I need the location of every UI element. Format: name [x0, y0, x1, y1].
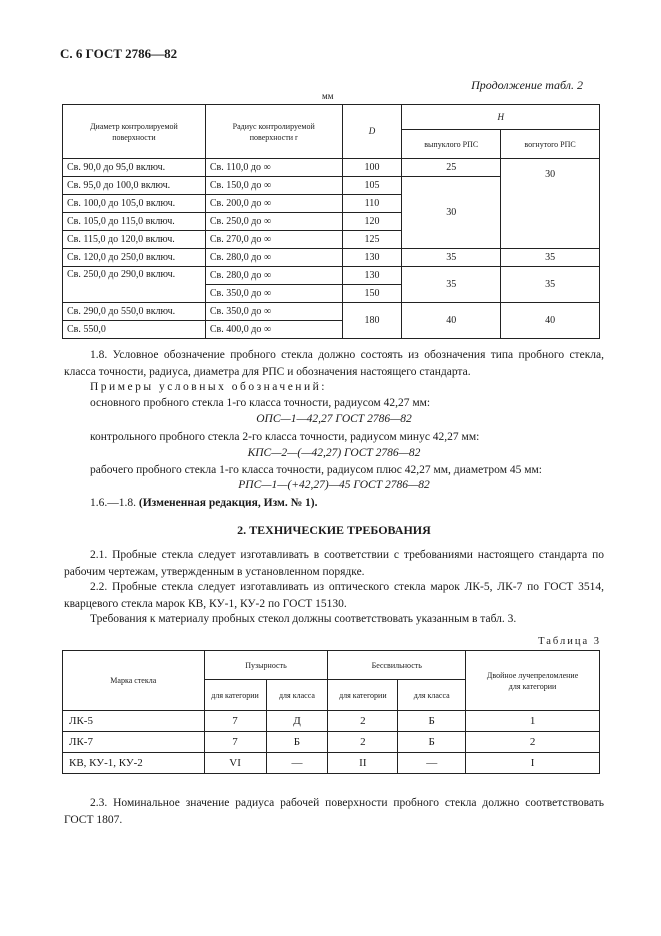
table-3 [62, 650, 600, 774]
paragraph-2-2: 2.2. Пробные стекла следует изготавливать из оптического стекла марок ЛК-5, ЛК-7 по ГОСТ 3514, кварцевого стекла марок КВ, КУ-1, КУ-2 по ГОСТ 15130. [64, 581, 604, 610]
table-cell: 100 [342, 159, 402, 177]
table-cell: I [466, 753, 600, 774]
table-cell: Б [398, 732, 466, 753]
table-cell: Св. 350,0 до ∞ [205, 303, 342, 321]
section-2-title: 2. ТЕХНИЧЕСКИЕ ТРЕБОВАНИЯ [237, 523, 431, 537]
table-cell: Св. 280,0 до ∞ [205, 267, 342, 285]
paragraph-2-2b: Требования к материалу пробных стекол должны соответствовать указанным в табл. 3. [90, 613, 517, 625]
table-cell: Св. 250,0 до 290,0 включ. [63, 267, 206, 303]
table-cell: Св. 350,0 до ∞ [205, 285, 342, 303]
table-cell: VI [204, 753, 266, 774]
example-3-text: рабочего пробного стекла 1-го класса точности, радиусом плюс 42,27 мм, диаметром 45 мм: [90, 464, 542, 476]
table-cell: Д [266, 711, 328, 732]
amendment-note [64, 495, 604, 512]
table-cell: 40 [402, 303, 501, 339]
table-cell: 35 [501, 267, 600, 303]
table-cell: Св. 150,0 до ∞ [205, 177, 342, 195]
table-cell: 1 [466, 711, 600, 732]
table-cell: Св. 250,0 до ∞ [205, 213, 342, 231]
example-2-formula: КПС—2—(—42,27) ГОСТ 2786—82 [247, 447, 421, 459]
table-cell: КВ, КУ-1, КУ-2 [63, 753, 205, 774]
table-row [63, 732, 600, 753]
example-1-text: основного пробного стекла 1-го класса точности, радиусом 42,27 мм: [90, 397, 431, 409]
table-continuation-label: Продолжение табл. 2 [471, 78, 583, 92]
table-cell: 2 [466, 732, 600, 753]
table-cell: 130 [342, 267, 402, 285]
table-cell: 40 [501, 303, 600, 339]
table-cell: 35 [402, 249, 501, 267]
table-cell: 120 [342, 213, 402, 231]
sub-header-class: для класса [398, 680, 466, 711]
table-cell: 35 [402, 267, 501, 303]
table-cell: ЛК-7 [63, 732, 205, 753]
col-header-mark: Марка стекла [63, 651, 205, 711]
col-header-radius: Радиус контролируемой поверхности r [205, 105, 342, 159]
table-cell: 25 [402, 159, 501, 177]
paragraph-2-1: 2.1. Пробные стекла следует изготавливать в соответствии с требованиями настоящего стандарта по рабочим чертежам, утвержденным в установленном порядке. [64, 549, 604, 578]
sub-header-category: для категории [328, 680, 398, 711]
table-cell: 125 [342, 231, 402, 249]
table-cell: Св. 550,0 [63, 321, 206, 339]
table-cell: Св. 105,0 до 115,0 включ. [63, 213, 206, 231]
table-cell: 30 [402, 177, 501, 249]
table-cell: Св. 90,0 до 95,0 включ. [63, 159, 206, 177]
col-header-striae: Бессвильность [328, 651, 466, 680]
table-cell: II [328, 753, 398, 774]
table-cell: Св. 200,0 до ∞ [205, 195, 342, 213]
table-cell: Св. 120,0 до 250,0 включ. [63, 249, 206, 267]
paragraph-2-3: 2.3. Номинальное значение радиуса рабочей поверхности пробного стекла должно соответствовать ГОСТ 1807. [64, 797, 604, 826]
table-cell: Св. 400,0 до ∞ [205, 321, 342, 339]
table-cell: — [398, 753, 466, 774]
col-header-D: D [342, 105, 402, 159]
example-1-formula: ОПС—1—42,27 ГОСТ 2786—82 [256, 413, 412, 425]
page-header: С. 6 ГОСТ 2786—82 [60, 46, 178, 61]
col-header-concave: вогнутого РПС [501, 130, 600, 159]
table-cell: Св. 270,0 до ∞ [205, 231, 342, 249]
col-header-bubbles: Пузырность [204, 651, 328, 680]
examples-title: Примеры условных обозначений: [90, 381, 327, 393]
table-cell: 2 [328, 732, 398, 753]
table-cell: ЛК-5 [63, 711, 205, 732]
table-3-label: Таблица 3 [538, 636, 601, 647]
table-cell: Св. 110,0 до ∞ [205, 159, 342, 177]
table-row [63, 753, 600, 774]
table-cell: 110 [342, 195, 402, 213]
col-header-H: H [402, 105, 600, 130]
table-cell: 2 [328, 711, 398, 732]
table-cell: Св. 290,0 до 550,0 включ. [63, 303, 206, 321]
table-row [63, 711, 600, 732]
sub-header-category: для категории [204, 680, 266, 711]
table-cell: 130 [342, 249, 402, 267]
table-cell: Св. 280,0 до ∞ [205, 249, 342, 267]
table-cell: 30 [501, 159, 600, 249]
sub-header-class: для класса [266, 680, 328, 711]
col-header-convex: выпуклого РПС [402, 130, 501, 159]
table-cell: Св. 115,0 до 120,0 включ. [63, 231, 206, 249]
table-cell: 150 [342, 285, 402, 303]
paragraph-1-8: 1.8. Условное обозначение пробного стекла должно состоять из обозначения типа пробного стекла, класса точности, радиуса, диаметра для РПС и обозначения настоящего стандарта. [64, 349, 604, 378]
table-cell: Св. 95,0 до 100,0 включ. [63, 177, 206, 195]
table-cell: Б [398, 711, 466, 732]
table-cell: 180 [342, 303, 402, 339]
table-cell: Св. 100,0 до 105,0 включ. [63, 195, 206, 213]
table-cell: 7 [204, 732, 266, 753]
example-3-formula: РПС—1—(+42,27)—45 ГОСТ 2786—82 [238, 479, 430, 491]
table-cell: 7 [204, 711, 266, 732]
amendment-bold: (Измененная редакция, Изм. № 1). [138, 497, 318, 509]
units-label: мм [322, 91, 334, 101]
table-cell: Б [266, 732, 328, 753]
table-cell: 105 [342, 177, 402, 195]
col-header-birefringence: Двойное лучепреломление для категории [466, 651, 600, 711]
table-2 [62, 104, 600, 339]
table-cell: 35 [501, 249, 600, 267]
example-2-text: контрольного пробного стекла 2-го класса точности, радиусом минус 42,27 мм: [90, 431, 480, 443]
col-header-diameter: Диаметр контролируемой поверхности [63, 105, 206, 159]
table-cell: — [266, 753, 328, 774]
amendment-prefix: 1.6.—1.8. [90, 497, 136, 509]
